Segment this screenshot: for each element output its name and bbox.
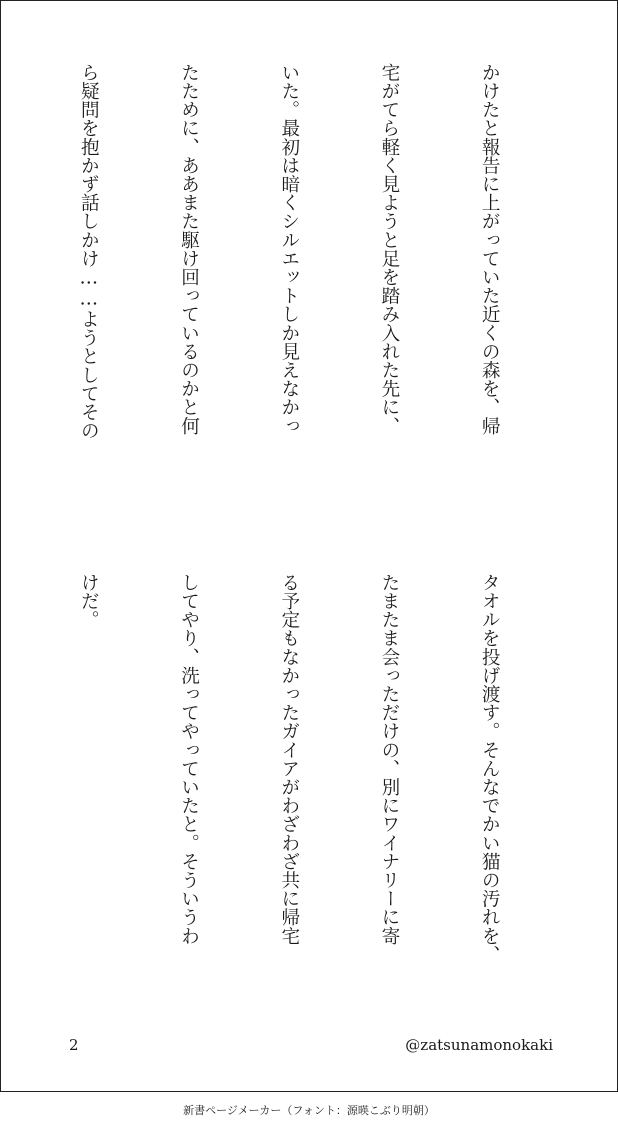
lower-text-block: [0, 573, 573, 1003]
text-line: [0, 573, 5, 1003]
text-line: たために、ああまた駆け回っているのかと何: [178, 63, 200, 435]
text-line: タオルを投げ渡す。そんなでかい猫の汚れを、: [479, 573, 501, 964]
page-number: 2: [69, 1036, 79, 1054]
author-handle: @zatsunamonokaki: [405, 1036, 553, 1054]
text-line: る予定もなかったガイアがわざわざ共に帰宅: [278, 573, 300, 945]
text-line: いた。最初は暗くシルエットしか見えなかっ: [278, 63, 300, 435]
generator-credit: 新書ページメーカー（フォント：源暎こぶり明朝）: [183, 1104, 435, 1117]
text-line: ら疑問を抱かず話しかけ……ようとしてその: [78, 63, 100, 440]
text-line: たまたま会っただけの、別にワイナリーに寄: [378, 573, 400, 945]
text-line: [0, 63, 5, 523]
text-line: 宅がてら軽く見ようと足を踏み入れた先に、: [378, 63, 400, 435]
upper-text-block: [0, 63, 573, 523]
text-line: けだ。: [78, 573, 100, 629]
text-line: してやり、洗ってやっていたと。そういうわ: [178, 573, 200, 945]
text-line: かけたと報告に上がっていた近くの森を、帰: [479, 63, 501, 435]
